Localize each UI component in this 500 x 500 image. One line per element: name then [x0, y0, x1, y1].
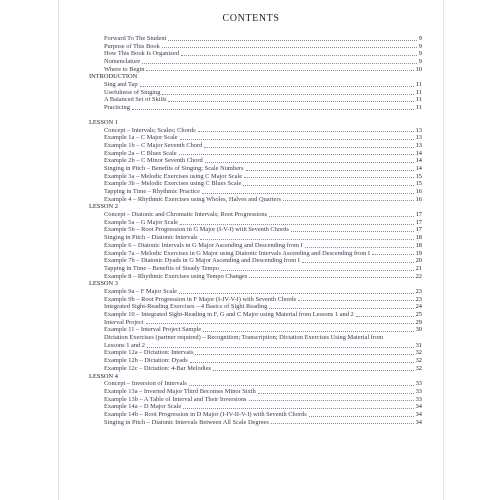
toc-page-number: 34	[415, 403, 422, 411]
toc-entry-label: LESSON 4	[89, 372, 118, 380]
toc-page-number: 14	[415, 149, 422, 157]
toc-entry-label: INTRODUCTION	[89, 73, 138, 81]
toc-entry-label: Example 11 – Interval Project Sample	[104, 326, 202, 334]
toc-leader-dots	[198, 131, 414, 132]
toc-page-number: 17	[415, 218, 422, 226]
toc-page-number: 19	[415, 249, 422, 257]
toc-leader-dots	[179, 293, 414, 294]
toc-page-number: 11	[415, 81, 422, 89]
toc-page-number: 33	[415, 380, 422, 388]
toc-leader-dots	[203, 331, 413, 332]
toc-entry	[89, 89, 422, 97]
toc-entry-label: Example 12c – Dictation: 4-Bar Melodies	[104, 364, 212, 372]
toc-leader-dots	[147, 347, 414, 348]
toc-entry-label: Example 13a – Inverted Major Third Becomes Minor Sixth	[104, 387, 256, 395]
toc-section-heading	[89, 203, 422, 211]
toc-page-number: 34	[415, 418, 422, 426]
toc-leader-dots	[291, 231, 414, 232]
toc-entry	[89, 396, 422, 404]
toc-page-number: 32	[415, 357, 422, 365]
toc-page-number: 16	[415, 195, 422, 203]
toc-entry	[89, 365, 422, 373]
toc-entry-label: Concept – Intervals; Scales; Chords	[104, 126, 196, 134]
toc-entry-label: Example 2a – C Blues Scale	[104, 149, 177, 157]
toc-leader-dots	[271, 423, 414, 424]
toc-entry-label: Example 7a – Melodic Exercises in G Major using Diatonic Intervals Ascending and Descending from I	[104, 249, 371, 257]
toc-page-number: 9	[418, 35, 422, 42]
toc-entry	[89, 288, 422, 296]
toc-entry-label: Singing in Pitch – Diatonic Intervals	[104, 234, 198, 242]
toc-page-number: 16	[415, 188, 422, 196]
toc-leader-dots	[356, 316, 414, 317]
toc-entry-label: Example 5b – Root Progression in G Major (I-V-I) with Seventh Chords	[104, 226, 289, 234]
toc-entry	[89, 173, 422, 181]
toc-leader-dots	[132, 109, 414, 110]
toc-entry-label: Purpose of This Book	[104, 42, 160, 50]
toc-leader-dots	[180, 224, 414, 225]
book-page	[58, 0, 444, 500]
toc-page-number: 25	[415, 311, 422, 319]
toc-leader-dots	[140, 86, 414, 87]
toc-page-number: 23	[415, 295, 422, 303]
toc-entry-label: Practicing	[104, 104, 130, 112]
toc-entry	[89, 388, 422, 396]
toc-page-number: 15	[415, 180, 422, 188]
toc-page-number: 14	[415, 165, 422, 172]
toc-entry	[89, 265, 422, 273]
toc-entry	[89, 58, 422, 66]
toc-page-number: 33	[415, 387, 422, 395]
toc-leader-dots	[372, 254, 414, 255]
toc-entry	[89, 350, 422, 358]
toc-leader-dots	[213, 370, 414, 371]
toc-page-number: 34	[415, 411, 422, 418]
toc-entry-label: Concept – Diatonic and Chromatic Intervals; Root Progressions	[104, 211, 268, 219]
toc-entry-label: Example 10 – Integrated Sight-Reading in F, G and C Major using Material from Lessons 1 and 2	[104, 311, 354, 319]
toc-entry-label: A Balanced Set of Skills	[104, 96, 167, 104]
toc-leader-dots	[195, 354, 413, 355]
page-title: CONTENTS	[222, 13, 280, 24]
toc-entry-label: Example 5a – G Major Scale	[104, 218, 179, 226]
toc-leader-dots	[190, 362, 414, 363]
toc-leader-dots	[249, 400, 414, 401]
table-of-contents	[89, 35, 422, 426]
toc-entry	[89, 127, 422, 135]
toc-entry-label: LESSON 1	[89, 118, 118, 126]
toc-entry	[89, 43, 422, 51]
toc-leader-dots	[269, 308, 413, 309]
toc-spacer	[89, 112, 422, 119]
toc-page-number: 32	[415, 349, 422, 357]
toc-entry-label: Dictation Exercises (partner required) – Recognition; Transcription; Dictation Exercises Using Material from	[104, 334, 384, 342]
toc-entry-label: Example 8 – Rhythmic Exercises using Tempo Changes	[104, 272, 248, 280]
toc-page-number: 11	[415, 104, 422, 112]
toc-section-heading	[89, 119, 422, 127]
toc-page-number: 29	[415, 318, 422, 326]
toc-leader-dots	[269, 216, 413, 217]
toc-entry	[89, 319, 422, 327]
toc-entry	[89, 180, 422, 188]
toc-leader-dots	[298, 300, 413, 301]
toc-leader-dots	[243, 185, 413, 186]
toc-entry-label: Example 13b – A Table of Interval and Their Inversions	[104, 395, 247, 403]
toc-page-number: 17	[415, 226, 422, 234]
toc-leader-dots	[162, 47, 417, 48]
toc-entry-label: Example 14b – Root Progression in D Major (I-IV-II-V-I) with Seventh Chords	[104, 411, 307, 418]
toc-entry	[89, 227, 422, 235]
toc-leader-dots	[181, 55, 417, 56]
toc-entry	[89, 165, 422, 173]
toc-entry	[89, 242, 422, 250]
toc-entry	[89, 50, 422, 58]
toc-leader-dots	[244, 177, 414, 178]
toc-entry	[89, 411, 422, 419]
toc-entry	[89, 303, 422, 311]
toc-entry-label: Singing in Pitch – Diatonic Intervals Between All Scale Degrees	[104, 418, 269, 426]
toc-page-number: 20	[415, 257, 422, 265]
toc-entry	[89, 234, 422, 242]
toc-entry-label: Interval Project	[104, 318, 144, 326]
toc-entry-label: Example 9a – F Major Scale	[104, 288, 177, 295]
toc-entry	[89, 334, 422, 342]
toc-page-number: 31	[415, 341, 422, 349]
toc-entry-label: Tapping in Time – Rhythmic Practice	[104, 188, 200, 196]
toc-leader-dots	[162, 94, 413, 95]
toc-leader-dots	[283, 200, 414, 201]
toc-entry	[89, 250, 422, 258]
toc-page-number: 13	[415, 126, 422, 134]
toc-leader-dots	[146, 70, 413, 71]
toc-entry	[89, 188, 422, 196]
toc-leader-dots	[179, 154, 414, 155]
toc-page-number: 9	[418, 50, 422, 58]
toc-leader-dots	[183, 408, 413, 409]
toc-leader-dots	[204, 147, 413, 148]
toc-entry	[89, 66, 422, 74]
toc-page-number: 33	[415, 395, 422, 403]
toc-entry	[89, 311, 422, 319]
toc-entry	[89, 35, 422, 43]
toc-entry-label: Example 12a – Dictation: Intervals	[104, 349, 194, 357]
toc-entry-label: LESSON 3	[89, 280, 118, 288]
toc-page-number: 11	[415, 96, 422, 104]
toc-entry	[89, 97, 422, 105]
toc-entry-label: How This Book Is Organized	[104, 50, 180, 58]
toc-entry-label: Example 2b – C Minor Seventh Chord	[104, 157, 203, 165]
toc-page-number: 11	[415, 88, 422, 96]
toc-leader-dots	[246, 170, 414, 171]
toc-page-number: 24	[415, 303, 422, 311]
toc-entry	[89, 81, 422, 89]
toc-entry-label: Integrated Sight-Reading Exercises – 4 Basics of Sight Reading	[104, 303, 268, 311]
toc-entry	[89, 419, 422, 427]
toc-entry-label: Lessons 1 and 2	[104, 341, 146, 349]
toc-entry-label: Example 6 – Diatonic Intervals in G Major Ascending and Descending from I	[104, 241, 303, 249]
toc-entry-label: Where to Begin	[104, 65, 145, 73]
toc-page-number: 17	[415, 211, 422, 219]
toc-entry	[89, 357, 422, 365]
toc-entry-label: Example 3b – Melodic Exercises using C Blues Scale	[104, 180, 242, 188]
toc-entry-label: Example 4 – Rhythmic Exercises using Wholes, Halves and Quarters	[104, 195, 282, 203]
toc-section-heading	[89, 373, 422, 381]
toc-page-number: 32	[415, 364, 422, 372]
toc-entry	[89, 150, 422, 158]
toc-leader-dots	[258, 393, 414, 394]
toc-page-number: 14	[415, 157, 422, 165]
toc-page-number: 18	[415, 241, 422, 249]
toc-leader-dots	[221, 270, 414, 271]
toc-page-number: 18	[415, 234, 422, 242]
toc-page-number: 10	[415, 65, 422, 73]
toc-entry-label: Tapping in Time – Benefits of Steady Tempo	[104, 264, 219, 272]
toc-entry	[89, 157, 422, 165]
toc-entry-label: Example 7b – Diatonic Dyads in G Major Ascending and Descending from I	[104, 257, 300, 265]
toc-leader-dots	[200, 239, 414, 240]
toc-page-number: 9	[418, 58, 422, 66]
toc-entry	[89, 196, 422, 204]
toc-entry-label: Concept – Inversion of Intervals	[104, 380, 187, 388]
toc-entry	[89, 326, 422, 334]
toc-entry	[89, 104, 422, 112]
toc-page-number: 30	[415, 326, 422, 334]
toc-entry	[89, 380, 422, 388]
toc-leader-dots	[302, 262, 414, 263]
toc-entry	[89, 257, 422, 265]
toc-entry	[89, 403, 422, 411]
toc-page-number: 13	[415, 134, 422, 142]
toc-entry-label: Example 12b – Dictation: Dyads	[104, 357, 188, 365]
toc-leader-dots	[168, 101, 413, 102]
toc-leader-dots	[202, 193, 414, 194]
toc-entry-label: LESSON 2	[89, 203, 118, 211]
toc-page-number: 22	[415, 272, 422, 280]
toc-entry-label: Nomenclature	[104, 58, 141, 66]
toc-page-number: 13	[415, 141, 422, 149]
toc-leader-dots	[189, 385, 414, 386]
toc-leader-dots	[180, 139, 414, 140]
toc-leader-dots	[205, 162, 414, 163]
toc-leader-dots	[168, 40, 416, 41]
toc-entry-label: Singing in Pitch – Benefits of Singing; Scale Numbers	[104, 165, 244, 172]
toc-leader-dots	[305, 247, 414, 248]
toc-entry-label: Example 9b – Root Progression in F Major (I-IV-V-I) with Seventh Chords	[104, 295, 297, 303]
toc-entry-label: Forward To The Student	[104, 35, 167, 42]
toc-entry	[89, 134, 422, 142]
toc-section-heading	[89, 73, 422, 81]
toc-page-number: 21	[415, 264, 422, 272]
toc-entry-label: Sing and Tap	[104, 81, 138, 89]
toc-leader-dots	[142, 63, 417, 64]
toc-entry	[89, 219, 422, 227]
toc-entry-label: Example 3a – Melodic Exercises using C Major Scale	[104, 172, 243, 180]
toc-entry-label: Usefulness of Singing	[104, 88, 161, 96]
toc-page-number: 23	[415, 288, 422, 295]
toc-leader-dots	[309, 416, 414, 417]
toc-page-number: 9	[418, 42, 422, 50]
toc-entry-label: Example 14a – D Major Scale	[104, 403, 182, 411]
toc-leader-dots	[146, 323, 414, 324]
toc-entry	[89, 142, 422, 150]
toc-entry-label: Example 1b – C Major Seventh Chord	[104, 141, 203, 149]
toc-entry	[89, 296, 422, 304]
toc-entry	[89, 342, 422, 350]
toc-leader-dots	[249, 277, 413, 278]
toc-entry	[89, 211, 422, 219]
toc-entry	[89, 273, 422, 281]
toc-section-heading	[89, 280, 422, 288]
toc-entry-label: Example 1a – C Major Scale	[104, 134, 178, 142]
toc-page-number: 15	[415, 172, 422, 180]
